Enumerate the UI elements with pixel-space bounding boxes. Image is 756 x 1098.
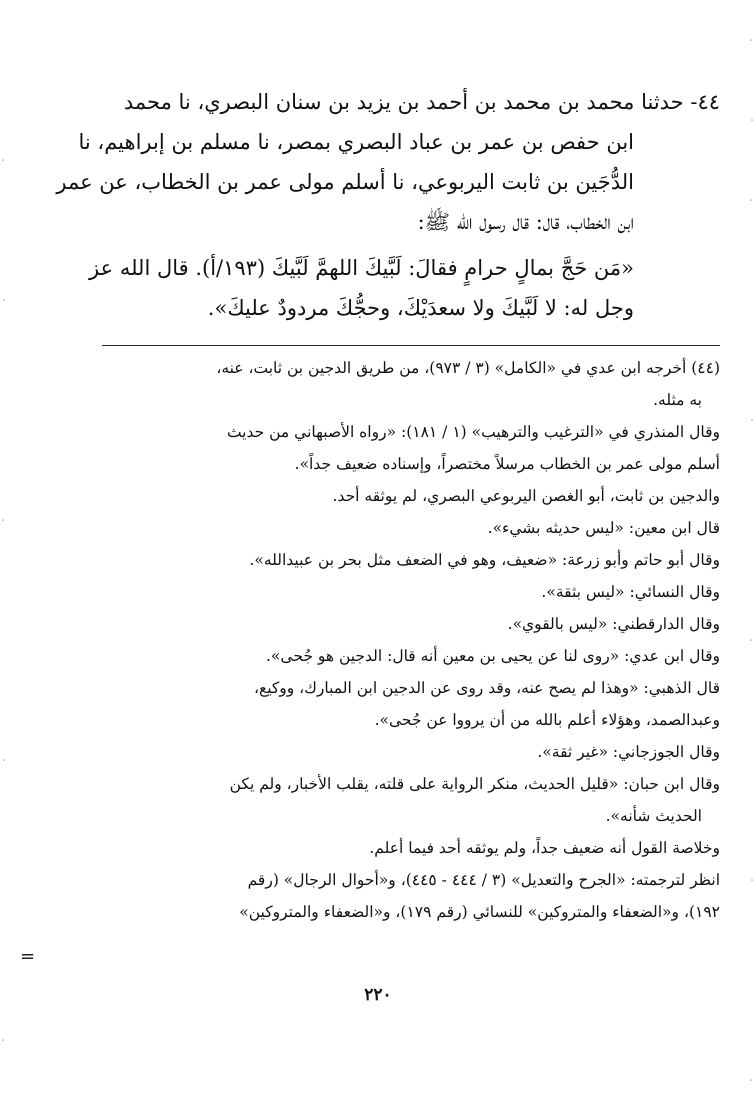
footnote-line: وقال الدارقطني: «ليس بالقوي». [507,615,720,633]
footnote-line: الحديث شأنه». [605,807,702,825]
footnote-line: (٤٤) أخرجه ابن عدي في «الكامل» (٣ / ٩٧٣)، من طريق الدجين بن ثابت، عنه، [216,359,720,377]
scan-edge-left [0,0,10,1098]
footnote-line: وقال أبو حاتم وأبو زرعة: «ضعيف، وهو في الضعف مثل بحر بن عبيدالله». [249,551,720,569]
footnote-line: ١٩٢)، و«الضعفاء والمتروكين» للنسائي (رقم ١٧٩)، و«الضعفاء والمتروكين» [239,903,720,921]
hadith-matn-line: وجل له: لا لَبَّيكَ ولا سعدَيْكَ، وحجُّكَ مردودٌ عليكَ». [207,296,634,320]
scan-edge-right [746,0,756,1098]
footnote-line: أسلم مولى عمر بن الخطاب مرسلاً مختصراً، وإسناده ضعيف جداً». [294,455,720,473]
hadith-line: ٤٤- حدثنا محمد بن محمد بن أحمد بن يزيد بن سنان البصري، نا محمد [123,90,720,114]
footnote-line: قال ابن معين: «ليس حديثه بشيء». [487,519,720,537]
hadith-line: ابن الخطاب، قال: قال رسول الله ﷺ: [417,210,634,234]
footnotes [100,352,720,928]
hadith-matn-line: «مَن حَجَّ بمالٍ حرامٍ فقالَ: لَبَّيكَ اللهمَّ لَبَّيكَ (١٩٣/أ). قال الله عز [89,256,634,280]
footnote-line: انظر لترجمته: «الجرح والتعديل» (٣ / ٤٤٤ - ٤٤٥)، و«أحوال الرجال» (رقم [247,871,720,889]
footnote-line: وقال ابن حبان: «قليل الحديث، منكر الرواية على قلته، يقلب الأخبار، ولم يكن [229,775,720,793]
footnote-line: وقال المنذري في «الترغيب والترهيب» (١ / ١٨١): «رواه الأصبهاني من حديث [226,423,720,441]
footnote-line: قال الذهبي: «وهذا لم يصح عنه، وقد روى عن الدجين ابن المبارك، ووكيع، [253,679,720,697]
footnote-line: وقال النسائي: «ليس بثقة». [541,583,720,601]
footnote-line: به مثله. [653,391,702,409]
continuation-mark: = [20,946,36,967]
hadith-line: الدُّجَين بن ثابت اليربوعي، نا أسلم مولى عمر بن الخطاب، عن عمر [56,170,634,194]
hadith-line: ابن حفص بن عمر بن عباد البصري بمصر، نا مسلم بن إبراهيم، نا [78,130,634,154]
footnote-line: وقال ابن عدي: «روى لنا عن يحيى بن معين أنه قال: الدجين هو جُحى». [266,647,720,665]
hadith-text [30,82,720,328]
footnote-line: والدجين بن ثابت، أبو الغصن اليربوعي البصري، لم يوثقه أحد. [332,487,720,505]
footnote-line: وخلاصة القول أنه ضعيف جداً، ولم يوثقه أحد فيما أعلم. [369,839,720,857]
footnote-line: وقال الجوزجاني: «غير ثقة». [537,743,720,761]
footnote-separator [102,345,720,346]
footnote-line: وعبدالصمد، وهؤلاء أعلم بالله من أن يرووا عن جُحى». [374,711,720,729]
page-number: ٢٢٠ [364,985,392,1005]
